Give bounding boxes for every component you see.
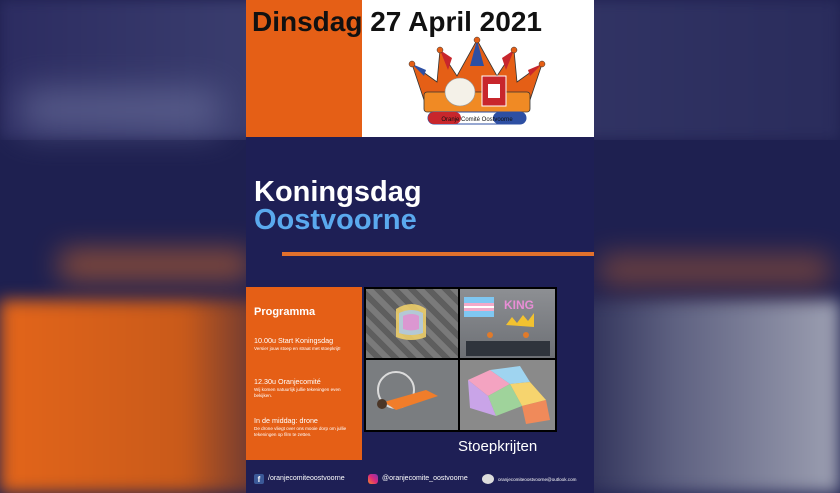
photos-caption: Stoepkrijten [458,438,538,455]
photo-rainbow [366,289,458,358]
programma-heading: Programma [254,306,316,318]
facebook-icon: f [254,474,264,484]
title-oostvoorne: Oostvoorne [254,204,417,236]
crown-logo-icon [402,36,552,128]
programma-item-title: 12.30u Oranjecomité [254,377,321,386]
programma-item-desc: Wij komen natuurlijk jullie tekeningen even bekijken. [254,387,341,398]
programma-item-title: 10.00u Start Koningsdag [254,336,334,345]
programma-item-title: In de middag: drone [254,416,318,425]
programma-item [254,336,358,352]
programma-item-desc: Versier jouw stoep en straat met stoepkrijt! [254,346,341,351]
divider-line [282,252,594,256]
programma-panel [246,287,362,460]
chalk-photo-collage [364,287,557,432]
photo-chalk-tiles [460,360,555,430]
instagram-handle: @oranjecomite_oostvoorne [382,475,468,482]
programma-item-desc: De drone vliegt over ons mooie dorp om jullie tekeningen op film te zetten. [254,426,347,437]
photo-king-text: KING [504,298,534,312]
programma-item [254,377,358,399]
facebook-handle: /oranjecomiteoostvoorne [268,475,345,482]
photo-child-lying [366,360,458,430]
crown-banner-text: Oranje Comité Oostvoorne [441,117,513,123]
email-address: oranjecomiteoostvoorne@outlook.com [498,477,577,482]
mail-icon [482,474,494,484]
event-date: Dinsdag 27 April 2021 [252,6,542,37]
photo-king [460,289,555,358]
poster [246,0,594,493]
programma-item [254,416,358,438]
title-koningsdag: Koningsdag [254,176,422,208]
instagram-icon [368,474,378,484]
